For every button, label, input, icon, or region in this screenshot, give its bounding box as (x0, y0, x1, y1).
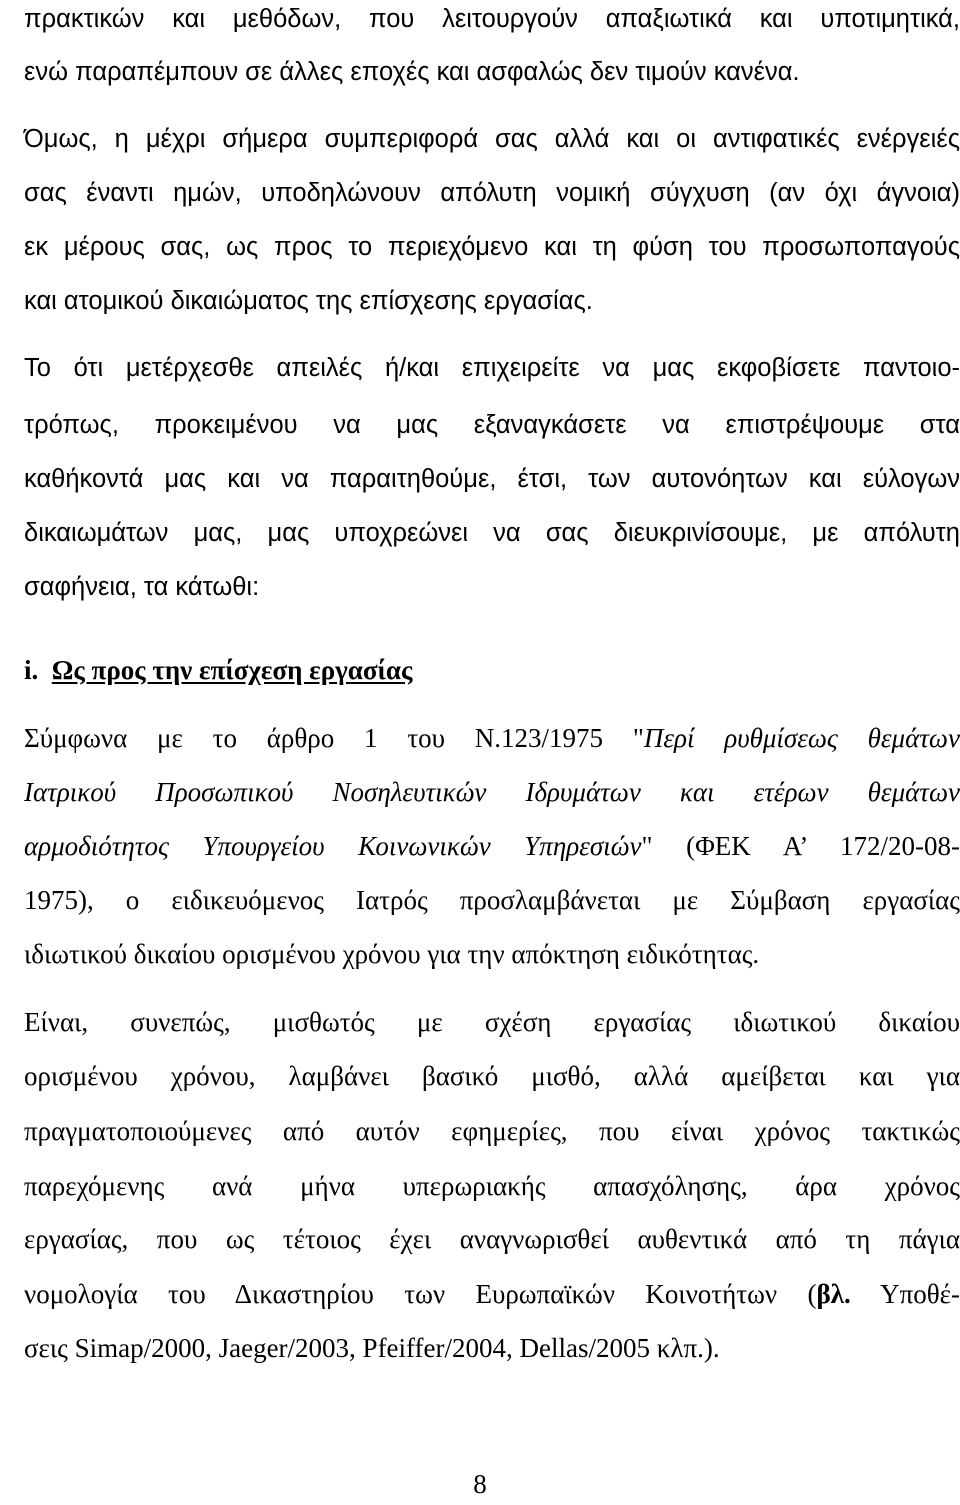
law-title-italic: αρμοδιότητος Υπουργείου Κοινωνικών Υπηρεσιών (24, 831, 642, 861)
law-reference-text: Σύμφωνα με το άρθρο 1 του Ν.123/1975 " (24, 723, 644, 753)
law-title-italic: Περί ρυθμίσεως θεμάτων (643, 723, 960, 753)
see-abbreviation: βλ. (816, 1279, 851, 1309)
paragraph-3-line: δικαιωμάτων μας, μας υποχρεώνει να σας διευκρινίσουμε, με απόλυτη (24, 519, 960, 547)
paragraph-5-line: ορισμένου χρόνου, λαμβάνει βασικό μισθό, αλλά αμείβεται και για (24, 1061, 960, 1091)
law-title-italic: Ιατρικού Προσωπικού Νοσηλευτικών Ιδρυμάτων και ετέρων θεμάτων (24, 777, 960, 807)
page-number: 8 (473, 1469, 487, 1499)
paragraph-1-line: πρακτικών και μεθόδων, που λειτουργούν απαξιωτικά και υποτιμητικά, (24, 5, 960, 33)
paragraph-2-line: εκ μέρους σας, ως προς το περιεχόμενο και τη φύση του προσωποπαγούς (24, 233, 960, 261)
paragraph-5-line: σεις Simap/2000, Jaeger/2003, Pfeiffer/2004, Dellas/2005 κλπ.). (24, 1333, 720, 1363)
paragraph-4-line: ιδιωτικού δικαίου ορισμένου χρόνου για την απόκτηση ειδικότητας. (24, 939, 760, 969)
paragraph-1-line: ενώ παραπέμπουν σε άλλες εποχές και ασφαλώς δεν τιμούν κανένα. (24, 58, 800, 86)
paragraph-4-line: 1975), ο ειδικευόμενος Ιατρός προσλαμβάνεται με Σύμβαση εργασίας (24, 885, 960, 915)
paragraph-5-line: παρεχόμενης ανά μήνα υπερωριακής απασχόλησης, άρα χρόνος (24, 1171, 960, 1201)
paragraph-4-line (24, 723, 960, 753)
gazette-reference: " (ΦΕΚ Α’ 172/20-08- (641, 831, 960, 861)
paragraph-3-line: τρόπως, προκειμένου να μας εξαναγκάσετε να επιστρέψουμε στα (24, 411, 960, 439)
section-number: i. (24, 655, 39, 685)
paragraph-3-line: καθήκοντά μας και να παραιτηθούμε, έτσι, των αυτονόητων και εύλογων (24, 465, 960, 493)
paragraph-3-line: σαφήνεια, τα κάτωθι: (24, 573, 260, 601)
paragraph-5-line: εργασίας, που ως τέτοιος έχει αναγνωρισθεί αυθεντικά από τη πάγια (24, 1224, 960, 1254)
paragraph-2-line: σας έναντι ημών, υποδηλώνουν απόλυτη νομική σύγχυση (αν όχι άγνοια) (24, 179, 960, 207)
paragraph-5-line (24, 1279, 960, 1309)
paragraph-5-line: πραγματοποιούμενες από αυτόν εφημερίες, που είναι χρόνος τακτικώς (24, 1116, 960, 1146)
paragraph-3-line: Το ότι μετέρχεσθε απειλές ή/και επιχειρείτε να μας εκφοβίσετε παντοιο- (24, 354, 960, 382)
cases-label: Υποθέ- (850, 1279, 960, 1309)
section-title: Ως προς την επίσχεση εργασίας (51, 655, 413, 685)
paragraph-5-line: Είναι, συνεπώς, μισθωτός με σχέση εργασίας ιδιωτικού δικαίου (24, 1007, 960, 1037)
paragraph-2-line: Όμως, η μέχρι σήμερα συμπεριφορά σας αλλά και οι αντιφατικές ενέργειές (24, 125, 960, 153)
court-reference-text: νομολογία του Δικαστηρίου των Ευρωπαϊκών Κοινοτήτων ( (24, 1279, 817, 1309)
paragraph-4-line (24, 831, 960, 861)
paragraph-2-line: και ατομικού δικαιώματος της επίσχεσης εργασίας. (24, 287, 593, 315)
section-heading (24, 655, 412, 685)
